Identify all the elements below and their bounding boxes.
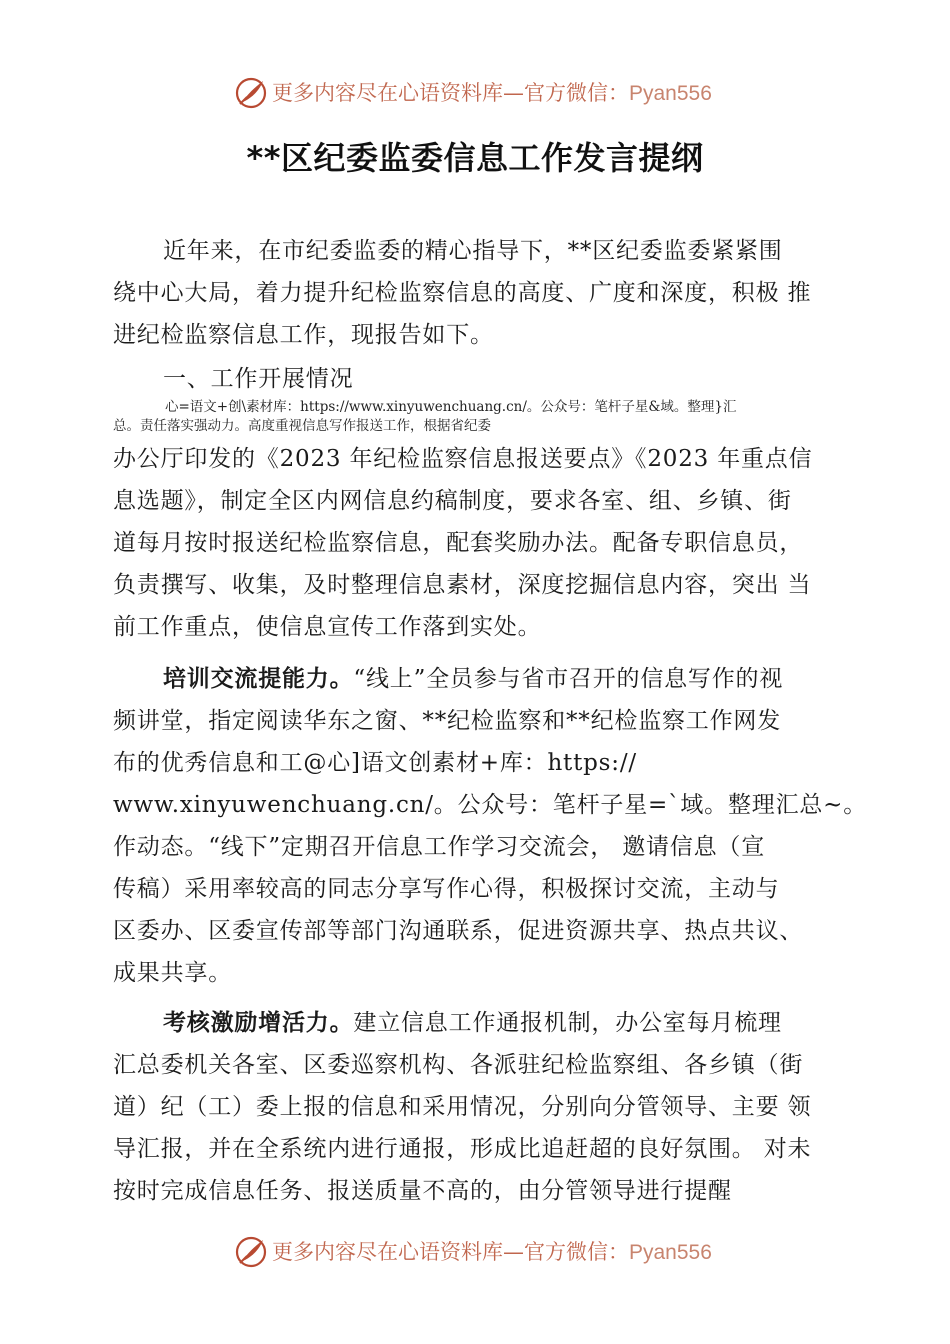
feather-pen-logo-icon bbox=[234, 76, 268, 110]
paragraph-assessment bbox=[113, 1002, 843, 1212]
paragraph-first-line bbox=[113, 658, 843, 700]
banner-label: 更多内容尽在心语资料库—官方微信： bbox=[272, 1240, 629, 1264]
paragraph-line: 作动态。“线下”定期召开信息工作学习交流会， 邀请信息（宣 bbox=[113, 834, 766, 860]
paragraph-lead: 考核激励增活力。 bbox=[163, 1010, 354, 1036]
paragraph-line: www.xinyuwenchuang.cn/。公众号：笔杆子星=`域。整理汇总~。 bbox=[113, 792, 868, 818]
paragraph-line: 成果共享。 bbox=[113, 960, 232, 986]
paragraph-line: 息选题》，制定全区内网信息约稿制度，要求各室、组、乡镇、街 bbox=[113, 488, 792, 514]
banner-wechat-id: Pyan556 bbox=[629, 82, 712, 105]
paragraph-text: “线上”全员参与省市召开的信息写作的视 bbox=[353, 666, 784, 692]
paragraph-line: 道每月按时报送纪检监察信息，配套奖励办法。配备专职信息员， bbox=[113, 530, 804, 556]
paragraph-line: 导汇报，并在全系统内进行通报，形成比追赶超的良好氛围。 对未 bbox=[113, 1136, 812, 1162]
paragraph-lead: 培训交流提能力。 bbox=[163, 666, 354, 692]
paragraph-text: 建立信息工作通报机制，办公室每月梳理 bbox=[353, 1010, 782, 1036]
header-banner bbox=[0, 72, 950, 116]
paragraph-line: 前工作重点，使信息宣传工作落到实处。 bbox=[113, 614, 542, 640]
paragraph-first-line bbox=[113, 1002, 843, 1044]
paragraph-responsibility bbox=[113, 438, 843, 648]
paragraph-line: 区委办、区委宣传部等部门沟通联系，促进资源共享、热点共议、 bbox=[113, 918, 804, 944]
banner-text bbox=[272, 80, 712, 107]
paragraph-training bbox=[113, 658, 868, 994]
banner-wechat-id: Pyan556 bbox=[629, 1241, 712, 1264]
page-title: **区纪委监委信息工作发言提纲 bbox=[246, 139, 704, 177]
paragraph-line: 负责撰写、收集，及时整理信息素材，深度挖掘信息内容，突出 当 bbox=[113, 572, 812, 598]
paragraph-line: 传稿）采用率较高的同志分享写作心得，积极探讨交流，主动与 bbox=[113, 876, 780, 902]
paragraph-line: 布的优秀信息和工@心]语文创素材+库：https:// bbox=[113, 750, 637, 776]
footer-banner bbox=[0, 1231, 950, 1275]
watermark-line: 总。责任落实强动力。高度重视信息写作报送工作，根据省纪委 bbox=[113, 418, 491, 434]
feather-pen-logo-icon bbox=[234, 1235, 268, 1269]
intro-paragraph bbox=[113, 230, 843, 356]
paragraph-line: 汇总委机关各室、区委巡察机构、各派驻纪检监察组、各乡镇（街 bbox=[113, 1052, 804, 1078]
watermark-line: 心=语文+创\素材库：https://www.xinyuwenchuang.cn/。公众号：笔杆子星&域。整理}汇 bbox=[165, 399, 737, 415]
paragraph-line: 频讲堂，指定阅读华东之窗、**纪检监察和**纪检监察工作网发 bbox=[113, 708, 781, 734]
paragraph-line: 办公厅印发的《2023 年纪检监察信息报送要点》《2023 年重点信 bbox=[113, 446, 813, 472]
banner-text bbox=[272, 1239, 712, 1266]
paragraph-line: 按时完成信息任务、报送质量不高的，由分管领导进行提醒 bbox=[113, 1178, 732, 1204]
intro-line: 绕中心大局，着力提升纪检监察信息的高度、广度和深度，积极 推 bbox=[113, 280, 812, 306]
section-heading: 一、工作开展情况 bbox=[163, 366, 354, 392]
intro-line: 近年来，在市纪委监委的精心指导下，**区纪委监委紧紧围 bbox=[163, 238, 783, 264]
paragraph-line: 道）纪（工）委上报的信息和采用情况，分别向分管领导、主要 领 bbox=[113, 1094, 812, 1120]
intro-line: 进纪检监察信息工作，现报告如下。 bbox=[113, 322, 494, 348]
banner-label: 更多内容尽在心语资料库—官方微信： bbox=[272, 81, 629, 105]
